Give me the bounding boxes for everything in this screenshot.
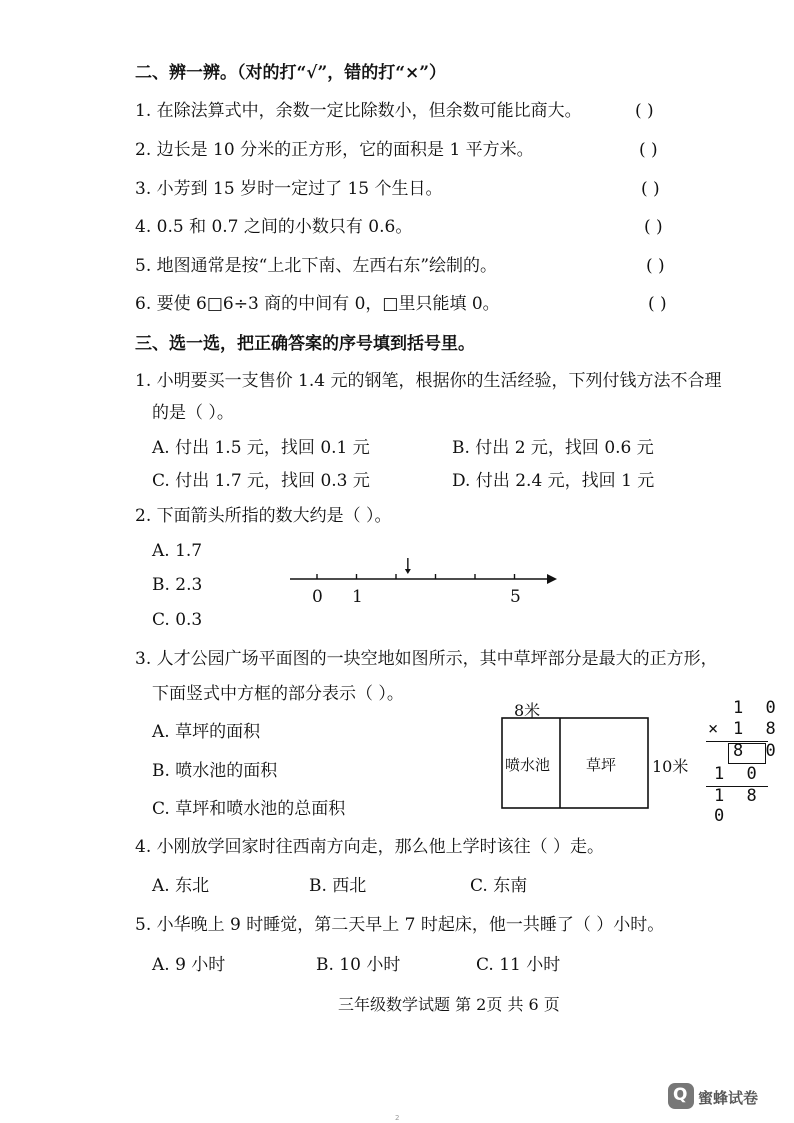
- s2-item-3: 3. 小芳到 15 岁时一定过了 15 个生日。: [135, 179, 443, 199]
- s2-item-2: 2. 边长是 10 分米的正方形，它的面积是 1 平方米。: [135, 140, 534, 160]
- calc-operator: ×: [708, 719, 725, 739]
- calc-row-5: 1 8 0: [714, 786, 763, 826]
- q1-option-b: B. 付出 2 元，找回 0.6 元: [452, 438, 654, 458]
- s2-item-5: 5. 地图通常是按“上北下南、左西右东”绘制的。: [135, 256, 498, 276]
- q3-option-c: C. 草坪和喷水池的总面积: [152, 799, 346, 819]
- q1-option-a: A. 付出 1.5 元，找回 0.1 元: [152, 438, 370, 458]
- q2-option-c: C. 0.3: [152, 610, 203, 630]
- s2-item-1: 1. 在除法算式中，余数一定比除数小，但余数可能比商大。: [135, 101, 582, 121]
- brand-logo-icon: Q: [668, 1083, 694, 1109]
- q2-option-b: B. 2.3: [152, 575, 203, 595]
- q4-option-b: B. 西北: [309, 876, 367, 896]
- brand-watermark: 蜜蜂试卷: [698, 1089, 759, 1107]
- q3-option-a: A. 草坪的面积: [152, 722, 261, 742]
- width-label: 8米: [514, 701, 541, 720]
- page-mark: 2: [395, 1114, 400, 1122]
- height-label: 10米: [652, 757, 689, 776]
- s2-answer-paren-4[interactable]: ( ): [644, 217, 663, 237]
- q1-stem-line1: 1. 小明要买一支售价 1.4 元的钢笔，根据你的生活经验，下列付钱方法不合理: [135, 371, 722, 391]
- calc-row-1: 1 0: [733, 698, 782, 718]
- page-footer: 三年级数学试题 第 2页 共 6 页: [338, 995, 560, 1014]
- s2-answer-paren-3[interactable]: ( ): [641, 179, 660, 199]
- tick-label-0: 0: [312, 587, 323, 607]
- s2-item-4: 4. 0.5 和 0.7 之间的小数只有 0.6。: [135, 217, 413, 237]
- lawn-label: 草坪: [586, 756, 617, 774]
- q1-option-d: D. 付出 2.4 元，找回 1 元: [452, 471, 655, 491]
- calc-row-2: 1 8: [733, 719, 782, 739]
- section3-title: 三、选一选，把正确答案的序号填到括号里。: [135, 334, 475, 354]
- s2-answer-paren-1[interactable]: ( ): [635, 101, 654, 121]
- q2-option-a: A. 1.7: [152, 541, 203, 561]
- q5-option-b: B. 10 小时: [316, 955, 401, 975]
- q5-option-a: A. 9 小时: [152, 955, 226, 975]
- q4-option-c: C. 东南: [470, 876, 528, 896]
- fountain-label: 喷水池: [505, 756, 551, 774]
- q4-option-a: A. 东北: [152, 876, 210, 896]
- s2-answer-paren-6[interactable]: ( ): [648, 294, 667, 314]
- q3-stem-line2: 下面竖式中方框的部分表示（ ）。: [152, 684, 404, 704]
- q3-stem-line1: 3. 人才公园广场平面图的一块空地如图所示，其中草坪部分是最大的正方形，: [135, 649, 718, 669]
- calc-row-4: 1 0: [714, 764, 763, 784]
- q4-stem: 4. 小刚放学回家时往西南方向走，那么他上学时该往（ ）走。: [135, 837, 605, 857]
- s2-item-6: 6. 要使 6□6÷3 商的中间有 0，□里只能填 0。: [135, 294, 500, 314]
- q3-option-b: B. 喷水池的面积: [152, 761, 278, 781]
- q5-option-c: C. 11 小时: [476, 955, 561, 975]
- q1-option-c: C. 付出 1.7 元，找回 0.3 元: [152, 471, 370, 491]
- calc-row-3: 8 0: [733, 741, 782, 761]
- q5-stem: 5. 小华晚上 9 时睡觉，第二天早上 7 时起床，他一共睡了（ ）小时。: [135, 915, 665, 935]
- q1-stem-line2: 的是（ ）。: [152, 403, 234, 423]
- tick-label-5: 5: [510, 587, 521, 607]
- arrow-pointer-icon: [405, 558, 411, 574]
- section2-title: 二、辨一辨。（对的打“√”，错的打“×”）: [135, 63, 447, 83]
- s2-answer-paren-5[interactable]: ( ): [646, 256, 665, 276]
- s2-answer-paren-2[interactable]: ( ): [639, 140, 658, 160]
- tick-label-1: 1: [352, 587, 363, 607]
- q2-stem: 2. 下面箭头所指的数大约是（ ）。: [135, 506, 392, 526]
